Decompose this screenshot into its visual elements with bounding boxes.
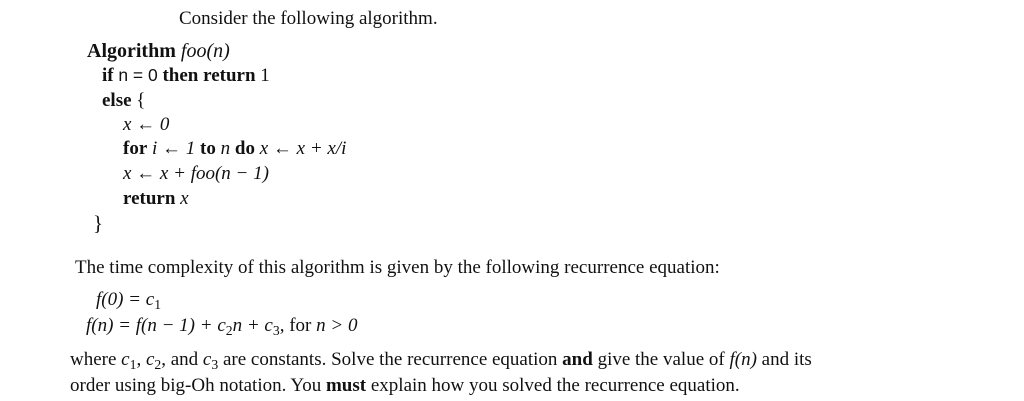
return-var: x (180, 188, 189, 209)
q-w4: and its (756, 349, 812, 370)
eq2-comma: , (279, 315, 285, 336)
eq2-sub2: 3 (272, 322, 280, 338)
q-and-bold: and (562, 349, 593, 370)
for-var: i ← 1 (152, 138, 196, 159)
for-limit: n (220, 138, 231, 159)
algorithm-keyword: Algorithm (87, 40, 176, 62)
q-c1: c (121, 349, 130, 370)
algorithm-header (87, 41, 230, 61)
question-line-1 (70, 349, 812, 372)
for-keyword: for (123, 138, 148, 159)
q-where: where (70, 349, 122, 370)
algorithm-else-line (102, 91, 145, 110)
recurrence-base-equation (96, 289, 162, 312)
algorithm-recursive-line: x ← x + foo(n − 1) (123, 163, 269, 184)
q-w3: give the value of (592, 349, 730, 370)
for-body: x ← x + x/i (259, 138, 347, 159)
q-line2b: explain how you solved the recurrence equation. (366, 375, 740, 396)
eq2-cond: n > 0 (316, 315, 358, 336)
q-line2a: order using big-Oh notation. You (70, 375, 326, 396)
return-keyword: return (203, 65, 256, 86)
if-condition: n = 0 (118, 65, 158, 85)
question-line-2 (70, 376, 740, 395)
intro-text: Consider the following algorithm. (179, 8, 438, 29)
to-keyword: to (200, 138, 216, 159)
eq2-part-a: f(n) = f(n − 1) + c (86, 315, 226, 336)
algorithm-name: foo(n) (180, 40, 230, 62)
eq2-sub1: 2 (225, 322, 233, 338)
algorithm-init-line: x ← 0 (123, 114, 170, 135)
q-fn: f(n) (729, 349, 757, 370)
complexity-text: The time complexity of this algorithm is given by the following recurrence equation: (75, 257, 720, 278)
do-keyword: do (234, 138, 255, 159)
eq1-lhs: f(0) = c (96, 289, 155, 310)
algorithm-for-line (123, 139, 346, 158)
eq1-sub: 1 (154, 296, 162, 312)
return-keyword-2: return (123, 188, 176, 209)
q-c2: c (145, 349, 155, 370)
q-s1: 1 (129, 356, 137, 372)
else-keyword: else (102, 90, 132, 111)
if-keyword: if (102, 65, 114, 86)
q-s3: 3 (211, 356, 219, 372)
open-brace: { (136, 90, 146, 111)
q-and1: , and (161, 349, 203, 370)
base-value: 1 (260, 65, 270, 86)
eq2-part-b: n + c (232, 315, 273, 336)
q-must: must (325, 375, 367, 396)
q-c3: c (202, 349, 212, 370)
q-s2: 2 (154, 356, 162, 372)
algorithm-if-line (102, 66, 270, 85)
recurrence-general-equation (86, 315, 358, 338)
close-brace: } (93, 211, 104, 235)
eq2-for: for (284, 315, 317, 336)
algorithm-return-line (123, 189, 189, 208)
then-keyword: then (162, 65, 199, 86)
q-comma: , (136, 349, 146, 370)
q-w2: are constants. Solve the recurrence equation (218, 349, 563, 370)
